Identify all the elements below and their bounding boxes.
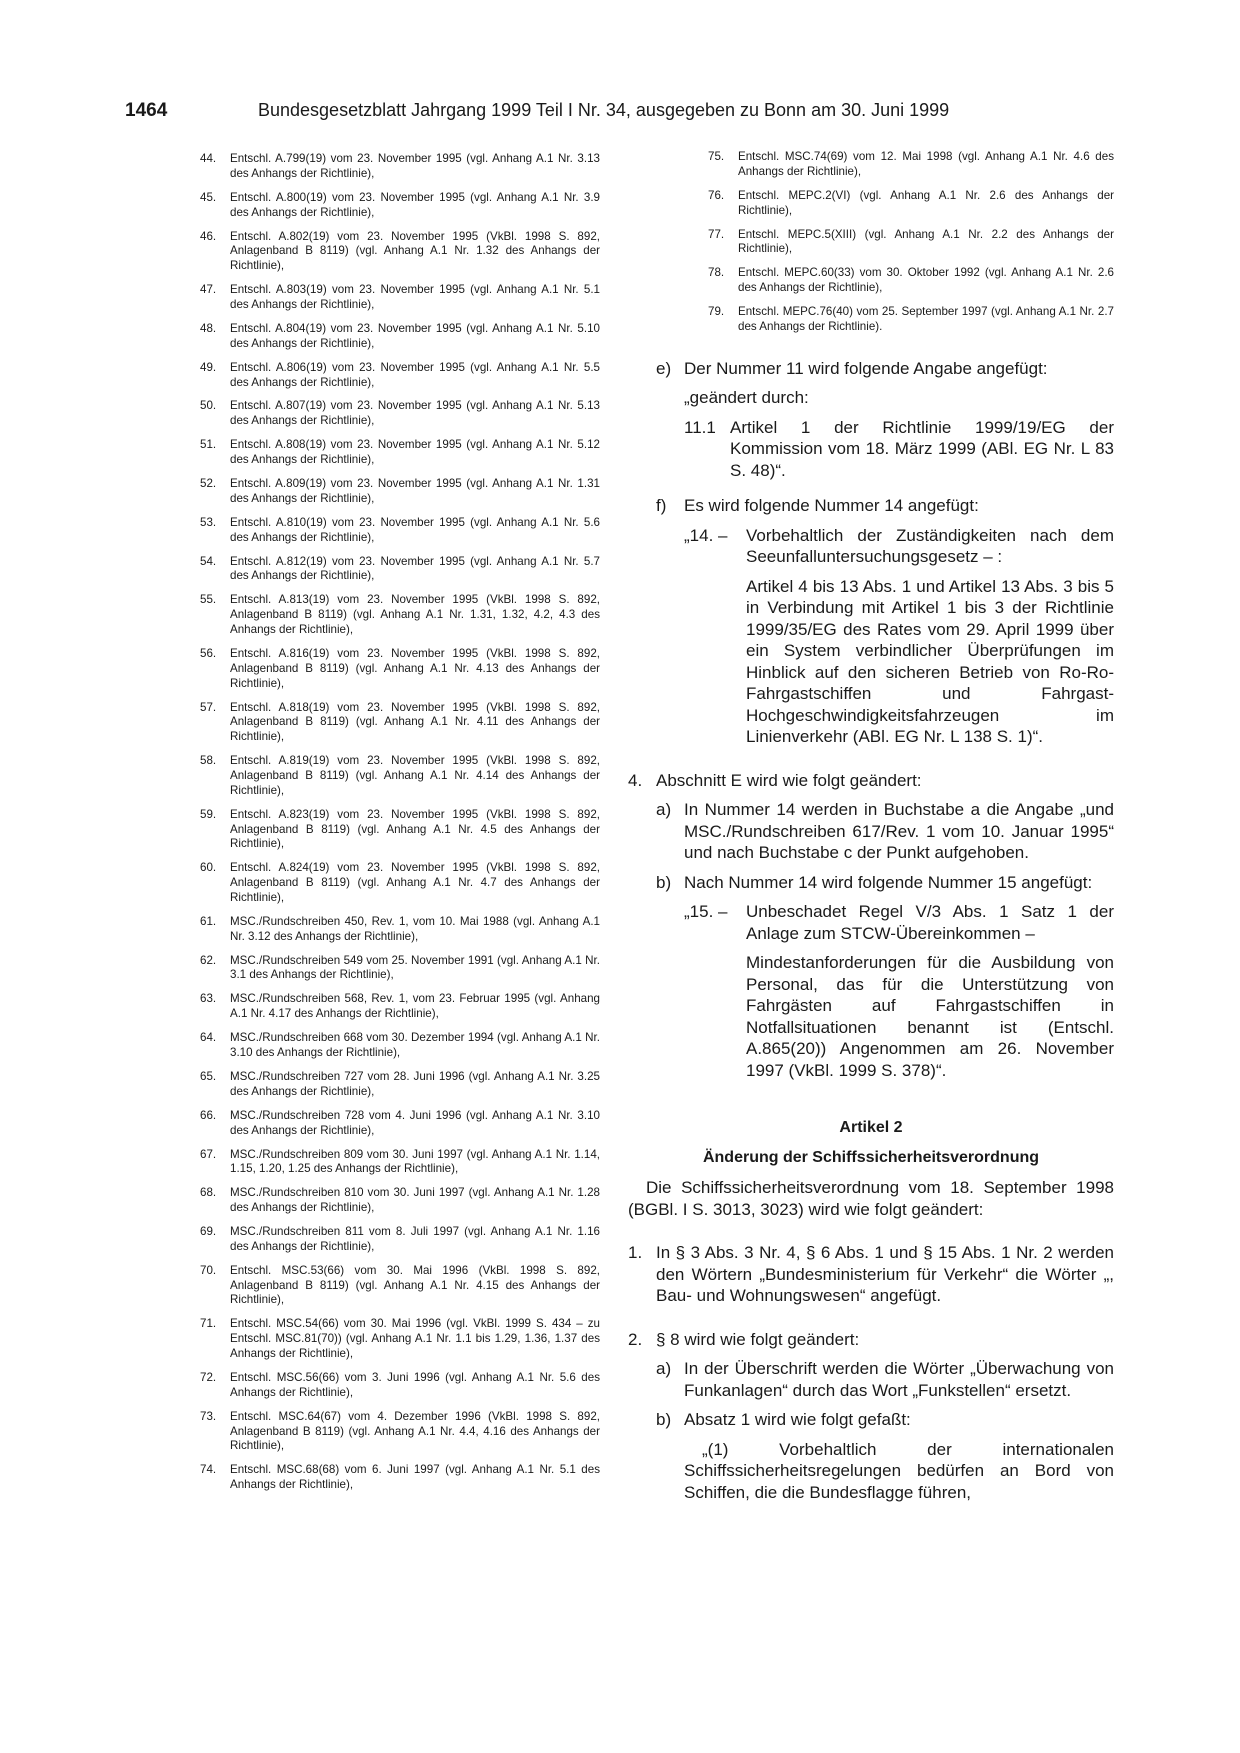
art2-item-1-text: In § 3 Abs. 3 Nr. 4, § 6 Abs. 1 und § 15 Abs. 1 Nr. 2 werden den Wörtern „Bundesministerium für Verkehr“ die Wörter „, Bau- und Wohnungswesen“ angefügt. <box>656 1243 1114 1306</box>
list-item-number: 44. <box>200 152 217 165</box>
page-number: 1464 <box>125 100 168 121</box>
list-item-text: Entschl. A.807(19) vom 23. November 1995 (vgl. Anhang A.1 Nr. 5.13 des Anhangs der Richtlinie), <box>230 399 600 428</box>
list-item <box>200 1317 600 1361</box>
list-item-text: Entschl. MSC.53(66) vom 30. Mai 1996 (VkBl. 1998 S. 892, Anlagenband B 8119) (vgl. Anhang A.1 Nr. 4.15 des Anhangs der Richtlinie), <box>230 1263 600 1307</box>
list-item-text: MSC./Rundschreiben 668 vom 30. Dezember 1994 (vgl. Anhang A.1 Nr. 3.10 des Anhangs der Richtlinie), <box>230 1031 600 1059</box>
item-e-quote-open: „geändert durch: <box>684 388 809 408</box>
list-item-text: MSC./Rundschreiben 450, Rev. 1, vom 10. Mai 1988 (vgl. Anhang A.1 Nr. 3.12 des Anhangs der Richtlinie), <box>230 914 600 943</box>
list-item-text: MSC./Rundschreiben 727 vom 28. Juni 1996 (vgl. Anhang A.1 Nr. 3.25 des Anhangs der Richtlinie), <box>230 1069 600 1098</box>
list-item <box>200 992 600 1022</box>
list-item-number: 48. <box>200 321 217 335</box>
list-item <box>200 230 600 274</box>
art2-item-2b-mark: b) <box>656 1410 672 1430</box>
item-4b-quote <box>684 901 1114 944</box>
list-item-number: 55. <box>200 593 217 607</box>
list-item-number: 74. <box>200 1463 217 1477</box>
item-4-mark: 4. <box>628 770 643 790</box>
list-item-number: 78. <box>708 266 725 280</box>
list-item-number: 70. <box>200 1263 217 1277</box>
list-item <box>200 861 600 905</box>
item-e-11-1 <box>684 417 1114 482</box>
right-column <box>628 150 1114 1503</box>
list-item-text: Entschl. A.802(19) vom 23. November 1995 (VkBl. 1998 S. 892, Anlagenband B 8119) (vgl. Anhang A.1 Nr. 1.32 des Anhangs der Richtlinie), <box>230 229 600 273</box>
item-f-quote-mark: „14. – <box>684 525 728 545</box>
right-list <box>708 150 1114 335</box>
list-item-text: Entschl. A.812(19) vom 23. November 1995 (vgl. Anhang A.1 Nr. 5.7 des Anhangs der Richtlinie), <box>230 554 600 583</box>
list-item-number: 59. <box>200 807 217 821</box>
item-4b-text: Nach Nummer 14 wird folgende Nummer 15 angefügt: <box>684 872 1093 892</box>
list-item <box>200 1463 600 1493</box>
art2-item-2b-text: Absatz 1 wird wie folgt gefaßt: <box>684 1410 911 1430</box>
art2-item-1 <box>628 1242 1114 1307</box>
item-4a-mark: a) <box>656 800 672 820</box>
list-item <box>200 1225 600 1255</box>
list-item <box>200 808 600 852</box>
list-item-number: 56. <box>200 646 217 660</box>
list-item-number: 69. <box>200 1225 217 1239</box>
list-item-number: 68. <box>200 1186 217 1200</box>
item-4 <box>628 770 1114 792</box>
item-e-text: Der Nummer 11 wird folgende Angabe angefügt: <box>684 358 1048 378</box>
list-item <box>708 189 1114 219</box>
list-item-text: Entschl. A.808(19) vom 23. November 1995 (vgl. Anhang A.1 Nr. 5.12 des Anhangs der Richtlinie), <box>230 438 600 467</box>
list-item <box>200 954 600 984</box>
list-item-number: 76. <box>708 188 725 202</box>
list-item-text: MSC./Rundschreiben 809 vom 30. Juni 1997 (vgl. Anhang A.1 Nr. 1.14, 1.15, 1.20, 1.25 des Anhangs der Richtlinie), <box>230 1147 600 1176</box>
list-item <box>200 477 600 507</box>
item-f-mark: f) <box>656 496 667 516</box>
page-header <box>125 100 1115 126</box>
list-item-text: Entschl. A.803(19) vom 23. November 1995 (vgl. Anhang A.1 Nr. 5.1 des Anhangs der Richtlinie), <box>230 283 600 311</box>
list-item-number: 46. <box>200 229 217 243</box>
item-4b-quote-head: Unbeschadet Regel V/3 Abs. 1 Satz 1 der Anlage zum STCW-Übereinkommen – <box>746 902 1114 943</box>
list-item-text: Entschl. A.806(19) vom 23. November 1995 (vgl. Anhang A.1 Nr. 5.5 des Anhangs der Richtlinie), <box>230 360 600 389</box>
list-item <box>708 305 1114 335</box>
list-item <box>200 152 600 182</box>
list-item-text: Entschl. A.823(19) vom 23. November 1995 (VkBl. 1998 S. 892, Anlagenband B 8119) (vgl. Anhang A.1 Nr. 4.5 des Anhangs der Richtlinie), <box>230 807 600 851</box>
art2-item-2a-text: In der Überschrift werden die Wörter „Überwachung von Funkanlagen“ durch das Wort „Funkstellen“ ersetzt. <box>684 1359 1114 1400</box>
list-item-number: 67. <box>200 1147 217 1161</box>
running-head: Bundesgesetzblatt Jahrgang 1999 Teil I Nr. 34, ausgegeben zu Bonn am 30. Juni 1999 <box>258 100 950 120</box>
item-f-quote-body: Artikel 4 bis 13 Abs. 1 und Artikel 13 Abs. 3 bis 5 in Verbindung mit Artikel 1 bis 3 der Richtlinie 1999/35/EG des Rates vom 29. April 1999 über ein System verbindlicher Überprüfungen im Hinblick auf den sicheren Betrieb von Ro-Ro-Fahrgastschiffen und Fahrgast-Hochgeschwindigkeitsfahrzeugen im Linienverkehr (ABl. EG Nr. L 138 S. 1)“. <box>746 576 1114 747</box>
list-item-text: Entschl. MEPC.2(VI) (vgl. Anhang A.1 Nr. 2.6 des Anhangs der Richtlinie), <box>738 188 1114 217</box>
list-item-text: Entschl. A.804(19) vom 23. November 1995 (vgl. Anhang A.1 Nr. 5.10 des Anhangs der Richtlinie), <box>230 321 600 350</box>
list-item <box>200 1070 600 1100</box>
list-item <box>200 701 600 745</box>
list-item <box>200 361 600 391</box>
list-item-text: Entschl. MSC.74(69) vom 12. Mai 1998 (vgl. Anhang A.1 Nr. 4.6 des Anhangs der Richtlinie), <box>738 150 1114 178</box>
list-item-number: 73. <box>200 1409 217 1423</box>
list-item-text: Entschl. MSC.54(66) vom 30. Mai 1996 (vgl. VkBl. 1999 S. 434 – zu Entschl. MSC.81(70)) (vgl. Anhang A.1 Nr. 1.1 bis 1.29, 1.36, 1.37 des Anhangs der Richtlinie), <box>230 1317 600 1361</box>
list-item <box>200 322 600 352</box>
list-item-text: Entschl. A.813(19) vom 23. November 1995 (VkBl. 1998 S. 892, Anlagenband B 8119) (vgl. Anhang A.1 Nr. 1.31, 1.32, 4.2, 4.3 des Anhangs der Richtlinie), <box>230 593 600 636</box>
list-item-text: Entschl. A.809(19) vom 23. November 1995 (vgl. Anhang A.1 Nr. 1.31 des Anhangs der Richtlinie), <box>230 477 600 505</box>
art2-item-2b-quote: „(1) Vorbehaltlich der internationalen Schiffssicherheitsregelungen bedürfen an Bord von Schiffen, die die Bundesflagge führen, <box>684 1439 1114 1502</box>
item-f-text: Es wird folgende Nummer 14 angefügt: <box>684 496 979 516</box>
list-item <box>200 915 600 945</box>
list-item-text: Entschl. MEPC.76(40) vom 25. September 1997 (vgl. Anhang A.1 Nr. 2.7 des Anhangs der Richtlinie). <box>738 305 1114 333</box>
list-item-number: 65. <box>200 1069 217 1083</box>
list-item-text: Entschl. MSC.68(68) vom 6. Juni 1997 (vgl. Anhang A.1 Nr. 5.1 des Anhangs der Richtlinie), <box>230 1463 600 1492</box>
list-item <box>200 1031 600 1061</box>
item-4b-quote-body: Mindestanforderungen für die Ausbildung von Personal, das für die Unterstützung von Fahrgästen auf Fahrgastschiffen in Notfallsituationen benannt ist (Entschl. A.865(20)) Angenommen am 26. November 1997 (VkBl. 1999 S. 378)“. <box>746 953 1114 1080</box>
art2-item-2b <box>656 1409 1114 1431</box>
list-item-text: Entschl. A.819(19) vom 23. November 1995 (VkBl. 1998 S. 892, Anlagenband B 8119) (vgl. Anhang A.1 Nr. 4.14 des Anhangs der Richtlinie), <box>230 754 600 797</box>
list-item <box>200 754 600 798</box>
list-item <box>708 266 1114 296</box>
article-subtitle: Änderung der Schiffssicherheitsverordnung <box>702 1149 1040 1167</box>
list-item <box>200 1371 600 1401</box>
list-item-number: 63. <box>200 992 217 1006</box>
art2-item-1-mark: 1. <box>628 1243 643 1263</box>
item-4a <box>656 799 1114 864</box>
list-item-number: 51. <box>200 438 217 452</box>
list-item-text: Entschl. MEPC.60(33) vom 30. Oktober 1992 (vgl. Anhang A.1 Nr. 2.6 des Anhangs der Richtlinie), <box>738 266 1114 295</box>
list-item <box>200 1186 600 1216</box>
list-item-number: 72. <box>200 1371 217 1385</box>
art2-item-2 <box>628 1329 1114 1351</box>
list-item-text: Entschl. MSC.64(67) vom 4. Dezember 1996 (VkBl. 1998 S. 892, Anlagenband B 8119) (vgl. Anhang A.1 Nr. 4.4, 4.16 des Anhangs der Richtlinie), <box>230 1409 600 1453</box>
list-item-number: 47. <box>200 283 217 297</box>
list-item-text: Entschl. MEPC.5(XIII) (vgl. Anhang A.1 Nr. 2.2 des Anhangs der Richtlinie), <box>738 227 1114 256</box>
list-item-number: 49. <box>200 360 217 374</box>
list-item-text: Entschl. A.810(19) vom 23. November 1995 (vgl. Anhang A.1 Nr. 5.6 des Anhangs der Richtlinie), <box>230 515 600 544</box>
item-e-11-1-mark: 11.1 <box>684 417 716 437</box>
list-item-text: MSC./Rundschreiben 811 vom 8. Juli 1997 (vgl. Anhang A.1 Nr. 1.16 des Anhangs der Richtlinie), <box>230 1225 600 1253</box>
list-item <box>200 283 600 313</box>
list-item <box>200 1264 600 1308</box>
list-item <box>200 516 600 546</box>
list-item-text: Entschl. A.816(19) vom 23. November 1995 (VkBl. 1998 S. 892, Anlagenband B 8119) (vgl. Anhang A.1 Nr. 4.13 des Anhangs der Richtlinie), <box>230 646 600 690</box>
list-item <box>200 191 600 221</box>
list-item <box>200 399 600 429</box>
list-item <box>200 1410 600 1454</box>
item-4b-mark: b) <box>656 872 672 892</box>
list-item-number: 77. <box>708 227 725 241</box>
item-4-text: Abschnitt E wird wie folgt geändert: <box>656 770 922 790</box>
list-item <box>200 438 600 468</box>
list-item-number: 53. <box>200 515 217 529</box>
list-item-number: 60. <box>200 861 217 875</box>
list-item-text: MSC./Rundschreiben 568, Rev. 1, vom 23. Februar 1995 (vgl. Anhang A.1 Nr. 4.17 des Anhangs der Richtlinie), <box>230 992 600 1021</box>
list-item <box>200 647 600 691</box>
list-item-text: MSC./Rundschreiben 549 vom 25. November 1991 (vgl. Anhang A.1 Nr. 3.1 des Anhangs der Richtlinie), <box>230 953 600 982</box>
list-item-text: MSC./Rundschreiben 810 vom 30. Juni 1997 (vgl. Anhang A.1 Nr. 1.28 des Anhangs der Richtlinie), <box>230 1186 600 1215</box>
list-item <box>200 1148 600 1178</box>
list-item-number: 54. <box>200 554 217 568</box>
list-item-number: 58. <box>200 754 217 768</box>
list-item-text: Entschl. A.799(19) vom 23. November 1995 (vgl. Anhang A.1 Nr. 3.13 des Anhangs der Richtlinie), <box>230 152 600 180</box>
list-item <box>708 150 1114 180</box>
item-f-quote <box>684 525 1114 568</box>
art2-item-2a <box>656 1358 1114 1401</box>
list-item-text: Entschl. A.824(19) vom 23. November 1995 (VkBl. 1998 S. 892, Anlagenband B 8119) (vgl. Anhang A.1 Nr. 4.7 des Anhangs der Richtlinie), <box>230 861 600 904</box>
list-item-number: 61. <box>200 914 217 928</box>
list-item-number: 66. <box>200 1108 217 1122</box>
list-item-number: 45. <box>200 190 217 204</box>
item-4b-quote-mark: „15. – <box>684 902 728 922</box>
list-item <box>200 1109 600 1139</box>
art2-item-2a-mark: a) <box>656 1359 672 1379</box>
art2-item-2-text: § 8 wird wie folgt geändert: <box>656 1329 860 1349</box>
item-e-11-1-text: Artikel 1 der Richtlinie 1999/19/EG der Kommission vom 18. März 1999 (ABl. EG Nr. L 83 S. 48)“. <box>730 417 1114 480</box>
item-e-mark: e) <box>656 358 672 378</box>
list-item-number: 71. <box>200 1317 217 1331</box>
list-item-number: 62. <box>200 953 217 967</box>
list-item-number: 75. <box>708 150 725 163</box>
item-4b <box>656 872 1114 894</box>
list-item-number: 57. <box>200 700 217 714</box>
list-item <box>708 228 1114 258</box>
left-column <box>200 152 600 1502</box>
list-item-number: 50. <box>200 399 217 413</box>
list-item-number: 52. <box>200 477 217 491</box>
list-item-text: Entschl. MSC.56(66) vom 3. Juni 1996 (vgl. Anhang A.1 Nr. 5.6 des Anhangs der Richtlinie), <box>230 1371 600 1399</box>
list-item-text: MSC./Rundschreiben 728 vom 4. Juni 1996 (vgl. Anhang A.1 Nr. 3.10 des Anhangs der Richtlinie), <box>230 1108 600 1137</box>
item-f <box>656 495 1114 517</box>
item-e <box>656 358 1114 380</box>
list-item <box>200 555 600 585</box>
art2-item-2-mark: 2. <box>628 1329 643 1349</box>
list-item <box>200 593 600 637</box>
list-item-text: Entschl. A.818(19) vom 23. November 1995 (VkBl. 1998 S. 892, Anlagenband B 8119) (vgl. Anhang A.1 Nr. 4.11 des Anhangs der Richtlinie), <box>230 700 600 744</box>
list-item-number: 79. <box>708 305 725 319</box>
list-item-text: Entschl. A.800(19) vom 23. November 1995 (vgl. Anhang A.1 Nr. 3.9 des Anhangs der Richtlinie), <box>230 190 600 219</box>
article-title: Artikel 2 <box>839 1119 903 1137</box>
list-item-number: 64. <box>200 1031 217 1045</box>
item-4a-text: In Nummer 14 werden in Buchstabe a die Angabe „und MSC./Rundschreiben 617/Rev. 1 vom 10. Januar 1995“ und nach Buchstabe c der Punkt aufgehoben. <box>684 800 1114 863</box>
article-intro: Die Schiffssicherheitsverordnung vom 18. September 1998 (BGBl. I S. 3013, 3023) wird wie folgt geändert: <box>628 1178 1114 1219</box>
item-f-quote-head: Vorbehaltlich der Zuständigkeiten nach dem Seeunfalluntersuchungsgesetz – : <box>746 525 1114 567</box>
left-list <box>200 152 600 1493</box>
